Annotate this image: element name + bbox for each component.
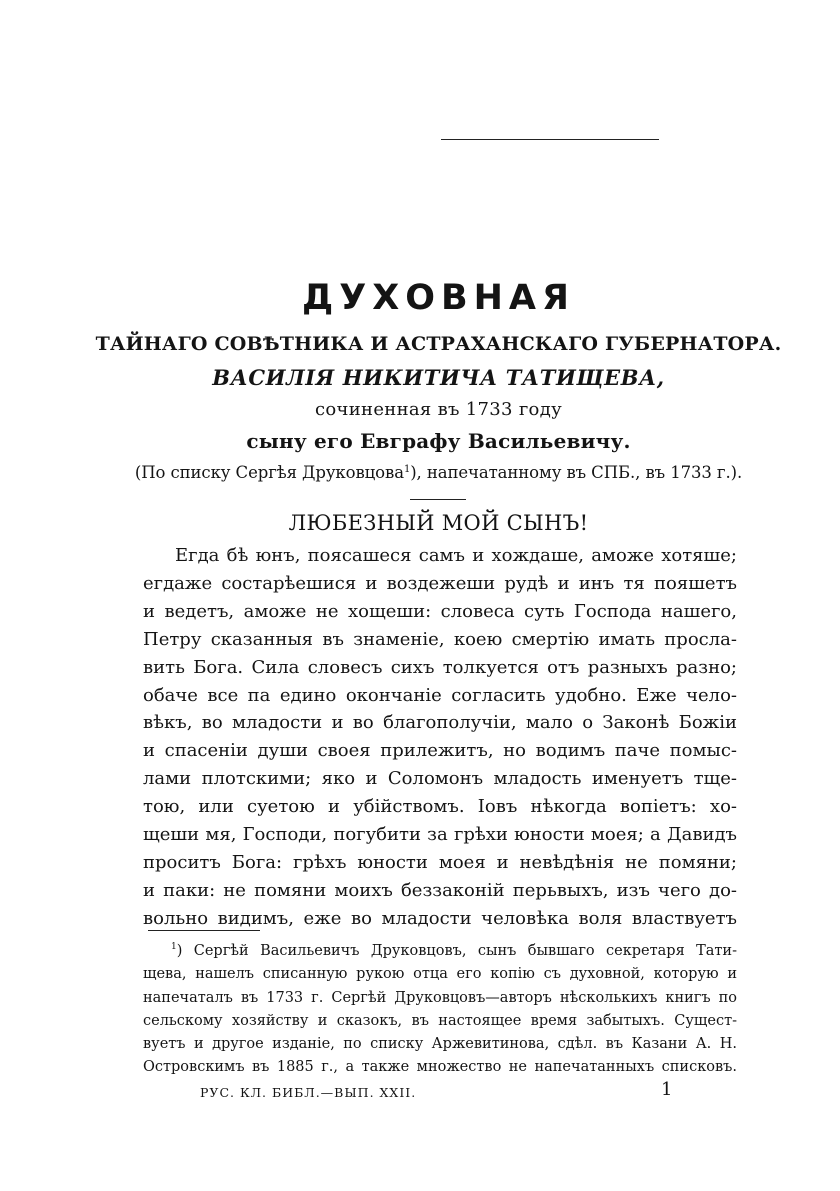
addressee: сыну его Евграфу Васильевичу. — [246, 429, 631, 453]
footnote-reference: 1 — [403, 464, 411, 475]
body-line: щеши мя, Господи, погубити за грѣхи юности моея; а Давидъ — [143, 824, 737, 846]
body-line: проситъ Бога: грѣхъ юности моея и невѣдѣнія не помяни; — [143, 851, 737, 873]
body-line: тою, или суетою и убійствомъ. Іовъ нѣкогда вопіетъ: хо- — [143, 796, 737, 818]
body-line: Егда бѣ юнъ, поясашеся самъ и хождаше, аможе хотяше; — [175, 545, 737, 566]
body-line: обаче все па едино окончаніе согласить удобно. Еже чело- — [143, 684, 737, 706]
section-divider — [410, 499, 466, 500]
body-line: лами плотскими; яко и Соломонъ младость именуетъ тще- — [143, 768, 737, 790]
footnote-line: щева, нашелъ списанную рукою отца его копію съ духовной, которую и — [143, 966, 737, 983]
footnote-mark: 1 — [171, 942, 177, 952]
footnote-line: напечаталъ въ 1733 г. Сергѣй Друковцовъ—авторъ нѣсколькихъ книгъ по — [143, 989, 737, 1006]
author-rank: ТАЙНАГО СОВѢТНИКА И АСТРАХАНСКАГО ГУБЕРНАТОРА. — [95, 333, 782, 355]
body-line: егдаже состарѣешися и воздежеши рудѣ и инъ тя пояшетъ — [143, 572, 737, 594]
body-text — [143, 542, 737, 933]
body-line: и ведетъ, аможе не хощеши: словеса суть Господа нашего, — [143, 600, 737, 622]
body-line: и спасеніи души своея прилежитъ, но водимъ паче помыс- — [143, 740, 737, 762]
footnote-line: вуетъ и другое изданіе, по списку Аржевитинова, сдѣл. въ Казани А. Н. — [143, 1036, 737, 1053]
footnote-line-text: ) Сергѣй Васильевичъ Друковцовъ, сынъ бывшаго секретаря Тати- — [176, 943, 737, 959]
source-note-text: (По списку Сергѣя Друковцова — [134, 463, 404, 482]
document-title: ДУХОВНАЯ — [302, 278, 575, 318]
page-number: 1 — [661, 1079, 673, 1100]
author-name: ВАСИЛІЯ НИКИТИЧА ТАТИЩЕВА, — [212, 365, 665, 390]
body-line: вѣкъ, во младости и во благополучіи, мало о Законѣ Божіи — [143, 712, 737, 734]
body-line: вольно видимъ, еже во младости человѣка воля властвуетъ — [143, 907, 737, 929]
footnote-line — [143, 936, 737, 963]
footnote — [143, 936, 737, 1080]
body-line: и паки: не помяни моихъ беззаконій перьвыхъ, изъ чего до- — [143, 879, 737, 901]
source-note-text-end: ), напечатанному въ СПБ., въ 1733 г.). — [410, 463, 743, 482]
footnote-line: сельскому хозяйству и сказокъ, въ настоящее время забытыхъ. Сущест- — [143, 1012, 737, 1029]
body-line: Петру сказанныя въ знаменіе, коею смертію имать просла- — [143, 628, 737, 650]
body-line: вить Бога. Сила словесъ сихъ толкуется отъ разныхъ разно; — [143, 656, 737, 678]
source-note — [0, 463, 840, 482]
footnote-rule — [148, 930, 260, 931]
composition-year: сочиненная въ 1733 году — [315, 399, 562, 420]
top-rule — [441, 139, 659, 140]
footnote-line: Островскимъ въ 1885 г., а также множество не напечатанныхъ списковъ. — [143, 1059, 737, 1076]
greeting-heading: ЛЮБЕЗНЫЙ МОЙ СЫНЪ! — [288, 511, 589, 535]
printer-signature: РУС. КЛ. БИБЛ.—ВЫП. XXII. — [200, 1085, 417, 1100]
